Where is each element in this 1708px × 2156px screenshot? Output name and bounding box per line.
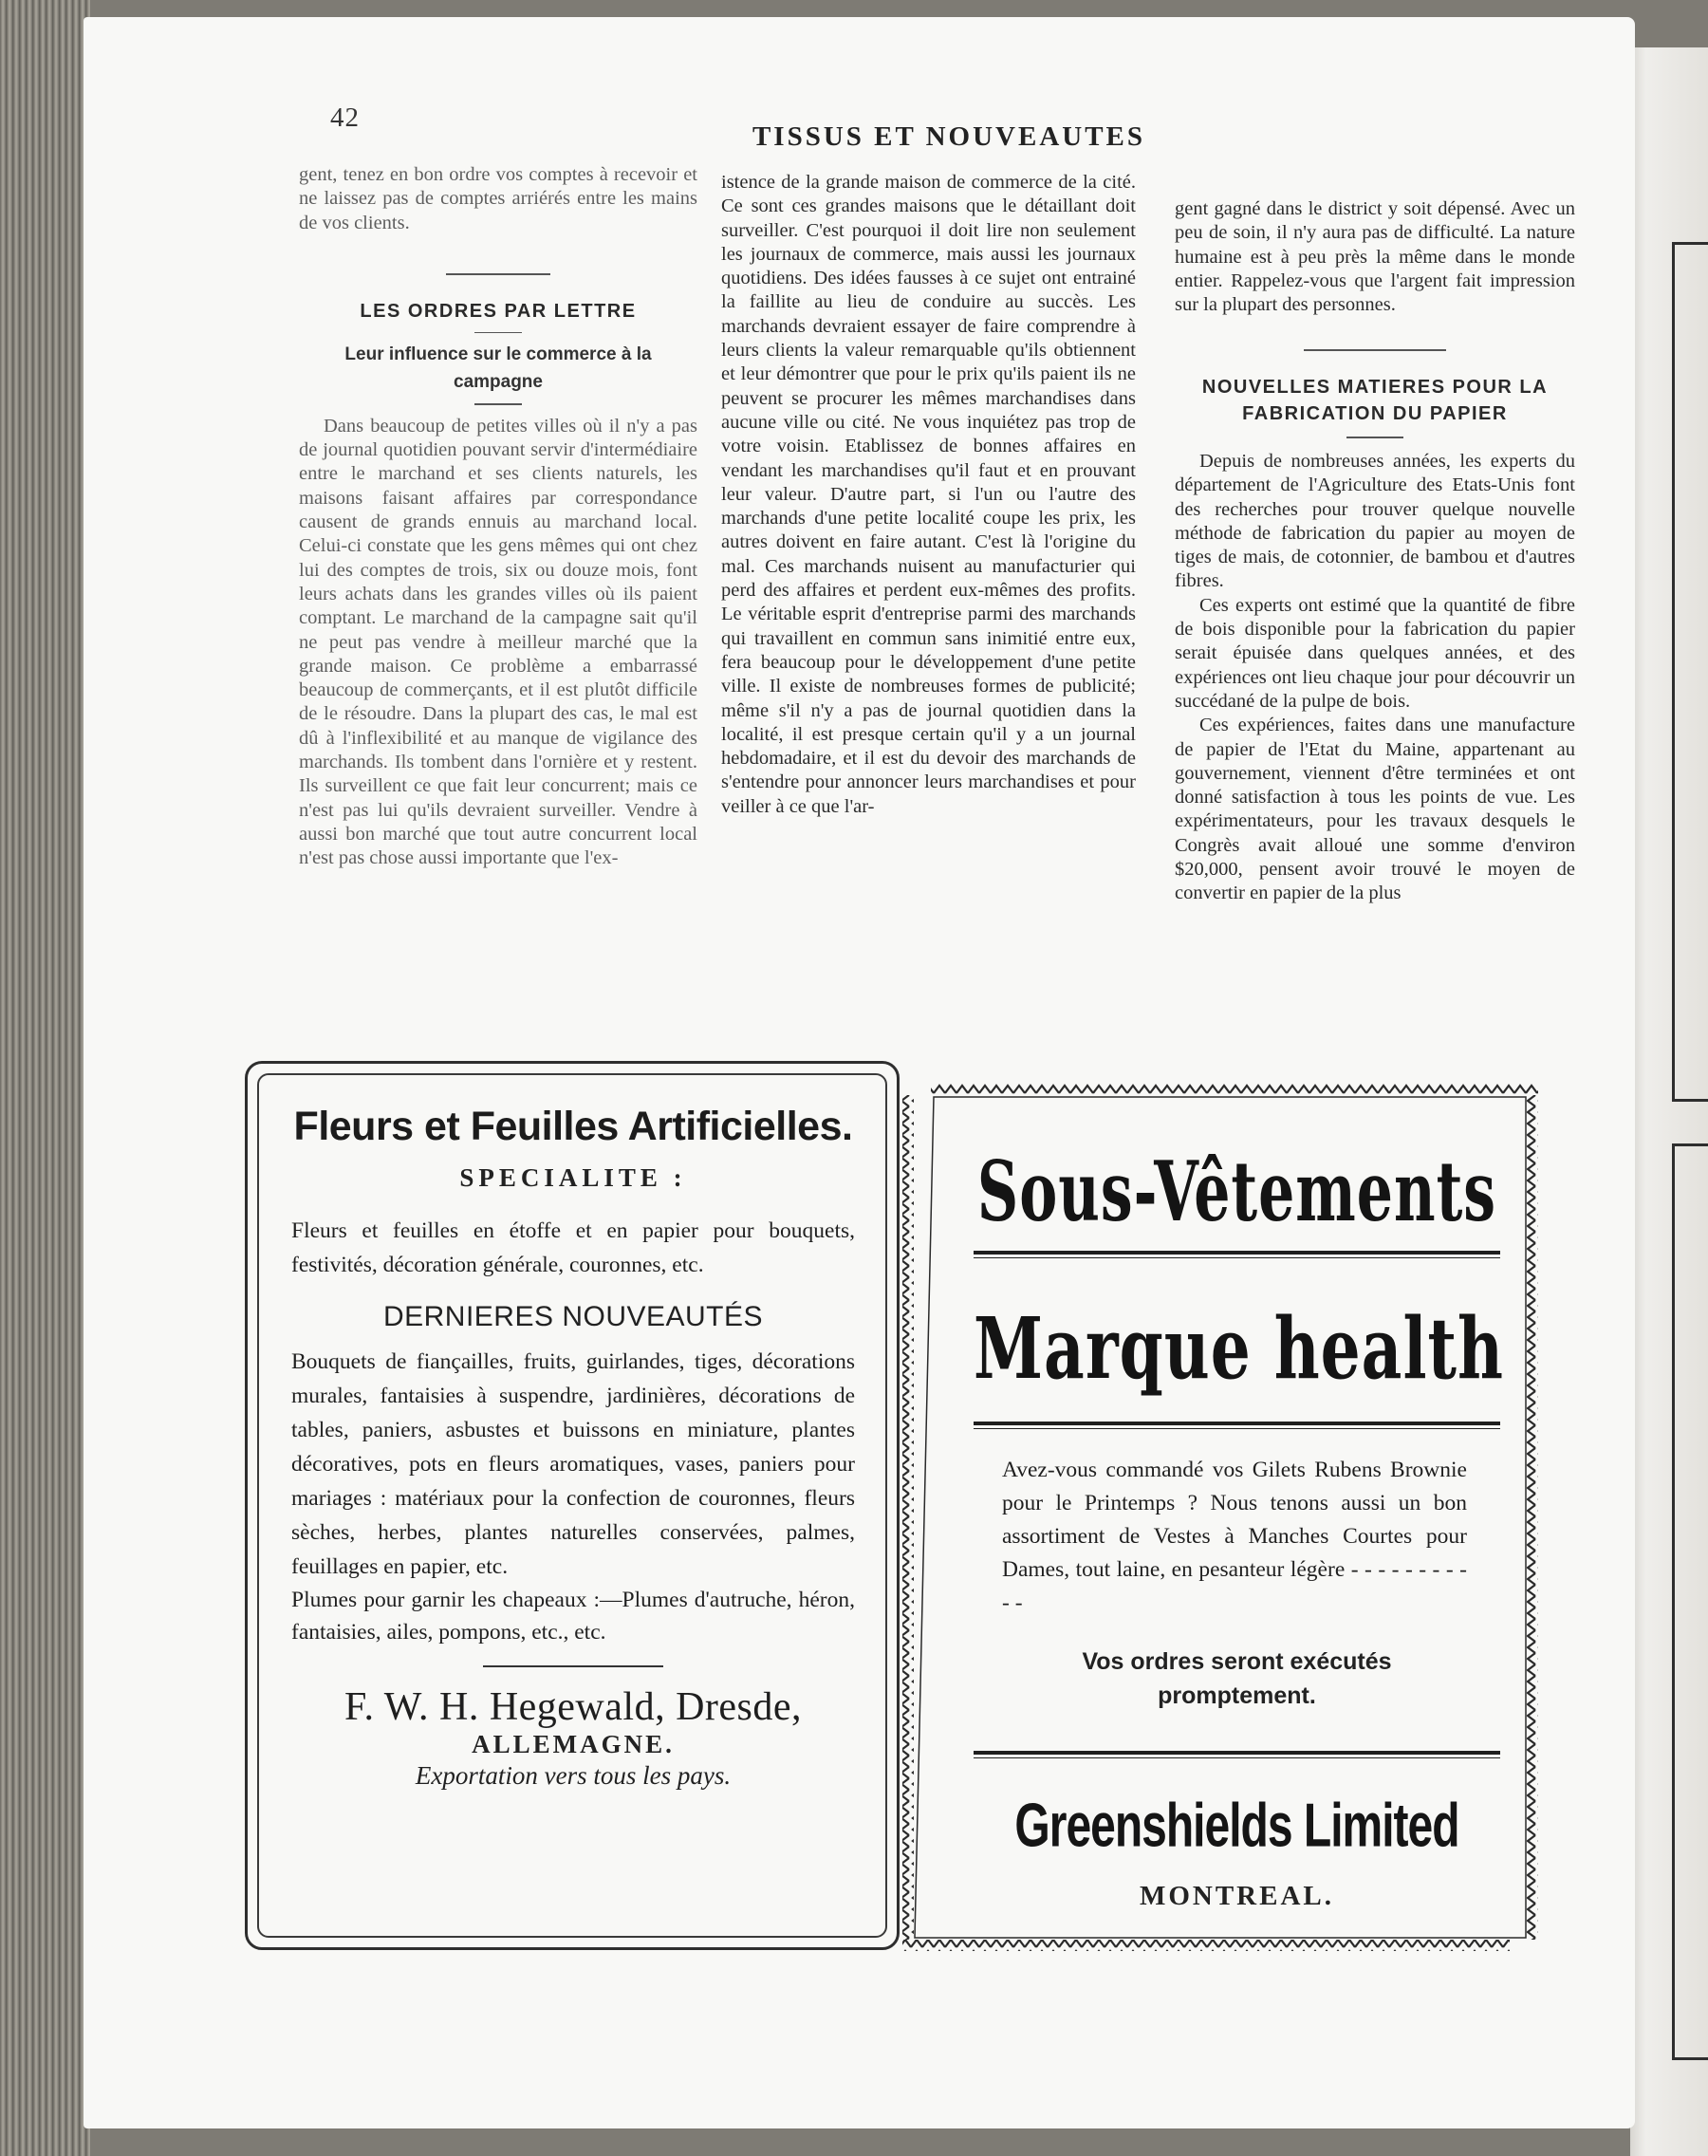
article-column-1 — [299, 163, 697, 871]
ad-title: Fleurs et Feuilles Artificielles. — [293, 1104, 853, 1149]
subheading-divider — [474, 403, 522, 405]
article-paragraph-ordres: Dans beaucoup de petites villes où il n'y a pas de journal quotidien pouvant servir d'intermédiaire entre le marchand et ses clients naturels, les maisons faisant affaires par correspondance causent de grands ennuis au marchand local. Celui-ci constate que les gens mêmes qui ont chez lui des comptes de trois, six ou douze mois, font leurs achats dans les grandes villes où ils paient comptant. Le marchand de la campagne sait qu'il ne peut pas vendre à meilleur marché que la grande maison. Ce problème a embarrassé beaucoup de commerçants, et il est plutôt difficile de le résoudre. Dans la plupart des cas, le mal est dû à l'inflexibilité et au manque de vigilance des marchands. Ils tombent dans l'ornière et y restent. Ils surveillent ce que fait leur concurrent; mais ce n'est pas lui qu'ils devraient surveiller. Vendre à aussi bon marché que tout autre concurrent local n'est pas chose aussi importante que l'ex- — [299, 415, 697, 869]
ad-double-rule — [974, 1751, 1500, 1758]
article-heading-ordres: LES ORDRES PAR LETTRE — [360, 300, 637, 322]
ad-double-rule — [974, 1422, 1500, 1429]
article-paragraph-papier-2: Ces experts ont estimé que la quantité de fibre de bois disponible pour la fabrication du papier serait épuisée dans quelques années, et des expériences ont lieu chaque jour pour découvrir un succédané de la pulpe de bois. — [1175, 594, 1575, 712]
ad-plumes-text: Plumes pour garnir les chapeaux :—Plumes d'autruche, héron, fantaisies, ailes, pompons, etc., etc. — [291, 1588, 855, 1645]
ad-title-sous-vetements: Sous-Vêtements — [976, 1144, 1497, 1241]
heading-divider — [1346, 437, 1403, 438]
book-spine — [0, 0, 90, 2156]
ad-double-rule — [974, 1251, 1500, 1258]
column-2-paragraph: istence de la grande maison de commerce de la cité. Ce sont ces grandes maisons que le détaillant doit surveiller. C'est pourquoi il doit lire non seulement les journaux de commerce, mais aussi les journaux quotidiens. Des idées fausses à ce sujet ont entrainé la faillite au lieu de conduire au succès. Les marchands devraient essayer de faire comprendre à leurs clients la valeur remarquable qu'ils obtiennent et leur démontrer que pour le prix qu'ils paient ils ne peuvent se procurer les mêmes marchandises dans aucune ville ou cité. Ne vous inquiétez pas trop de votre voisin. Etablissez de bonnes affaires en vendant les marchandises qu'il faut et en prouvant leur valeur. D'autre part, si l'un ou l'autre des marchands d'une petite localité coupe les prix, les autres doivent en faire autant. C'est là l'origine du mal. Ces marchands nuisent au manufacturier qui perd des affaires et perdent eux-mêmes des profits. Le véritable esprit d'entreprise parmi des marchands qui travaillent en commun sans inimitié entre eux, fera beaucoup pour le développement d'une petite ville. Il existe de nombreuses formes de publicité; même s'il n'y a pas de journal quotidien dans la localité, il est presque certain qu'il y a un journal hebdomadaire, et il est du devoir des marchands de s'entendre pour annoncer leurs marchandises et pour veiller à ce que l'ar- — [721, 172, 1136, 817]
ad-body-text: Avez-vous commandé vos Gilets Rubens Brownie pour le Printemps ? Nous tenons aussi un bon assortiment de Vestes à Manches Courtes pour Dames, tout laine, en pesanteur légère - - - - - - - - - - - — [1002, 1458, 1467, 1615]
article-paragraph-papier-3: Ces expériences, faites dans une manufacture de papier de l'Etat du Maine, appartenant au gouvernement, viennent d'être terminées et ont donné satisfaction à tous les points de vue. Les expérimentateurs, pour les travaux desquels le Congrès avait alloué une somme d'environ $20,000, pensent avoir trouvé le moyen de convertir en papier de la plus — [1175, 715, 1575, 904]
article-column-2 — [721, 171, 1136, 819]
section-divider — [1304, 349, 1446, 351]
ad-company-name: F. W. H. Hegewald, Dresde, — [343, 1685, 803, 1729]
ad-subtitle: DERNIERES NOUVEAUTÉS — [382, 1301, 764, 1332]
advertisement-fleurs-artificielles — [245, 1061, 900, 1950]
ad-company-country: ALLEMAGNE. — [472, 1730, 675, 1758]
heading-divider — [474, 332, 522, 334]
next-page-frame-bottom — [1672, 1143, 1708, 2060]
ad-content — [974, 1143, 1504, 1912]
article-column-3 — [1175, 197, 1575, 906]
ad-orders-note: Vos ordres seront exécutés promptement. — [1082, 1648, 1392, 1709]
ad-product-list: Bouquets de fiançailles, fruits, guirlandes, tiges, décorations murales, fantaisies à suspendre, jardinières, décorations de tables, paniers, asbustes et buissons en miniature, plantes décoratives, pots en fleurs aromatiques, vases, paniers pour mariages : matériaux pour la confection de couronnes, fleurs sèches, herbes, plantes naturelles conservées, palmes, feuillages en papier, etc. — [291, 1349, 855, 1579]
next-page-frame-top — [1672, 242, 1708, 1102]
column-1-intro: gent, tenez en bon ordre vos comptes à recevoir et ne laissez pas de comptes arriérés entre les mains de vos clients. — [299, 164, 697, 233]
ad-intro-text: Fleurs et feuilles en étoffe et en papier pour bouquets, festivités, décoration générale, couronnes, etc. — [291, 1218, 855, 1277]
ad-export-note: Exportation vers tous les pays. — [415, 1761, 732, 1790]
ad-specialite-label: SPECIALITE : — [459, 1163, 687, 1192]
column-3-intro: gent gagné dans le district y soit dépensé. Avec un peu de soin, il n'y aura pas de difficulté. La nature humaine est à peu près la même dans le monde entier. Rappelez-vous que l'argent fait impression sur la plupart des personnes. — [1175, 198, 1575, 316]
advertisement-inner-frame — [257, 1073, 887, 1938]
advertisement-greenshields — [900, 1084, 1557, 1961]
ad-title-marque-health: Marque health — [974, 1298, 1504, 1399]
ad-divider — [483, 1665, 663, 1667]
article-paragraph-papier-1: Depuis de nombreuses années, les experts du département de l'Agriculture des Etats-Unis font des recherches pour trouver quelque nouvelle méthode de fabrication du papier au moyen de tiges de mais, de cotonnier, de bambou et d'autres fibres. — [1175, 450, 1575, 592]
section-divider — [446, 273, 550, 275]
page-number: 42 — [330, 102, 360, 133]
article-subheading-ordres: Leur influence sur le commerce à la campagne — [344, 344, 652, 393]
article-heading-papier: NOUVELLES MATIERES POUR LA FABRICATION DU PAPIER — [1201, 377, 1549, 425]
ad-company-city: MONTREAL. — [1139, 1881, 1335, 1911]
ad-company-name: Greenshields Limited — [1014, 1792, 1459, 1861]
running-head: TISSUS ET NOUVEAUTES — [752, 121, 1146, 152]
